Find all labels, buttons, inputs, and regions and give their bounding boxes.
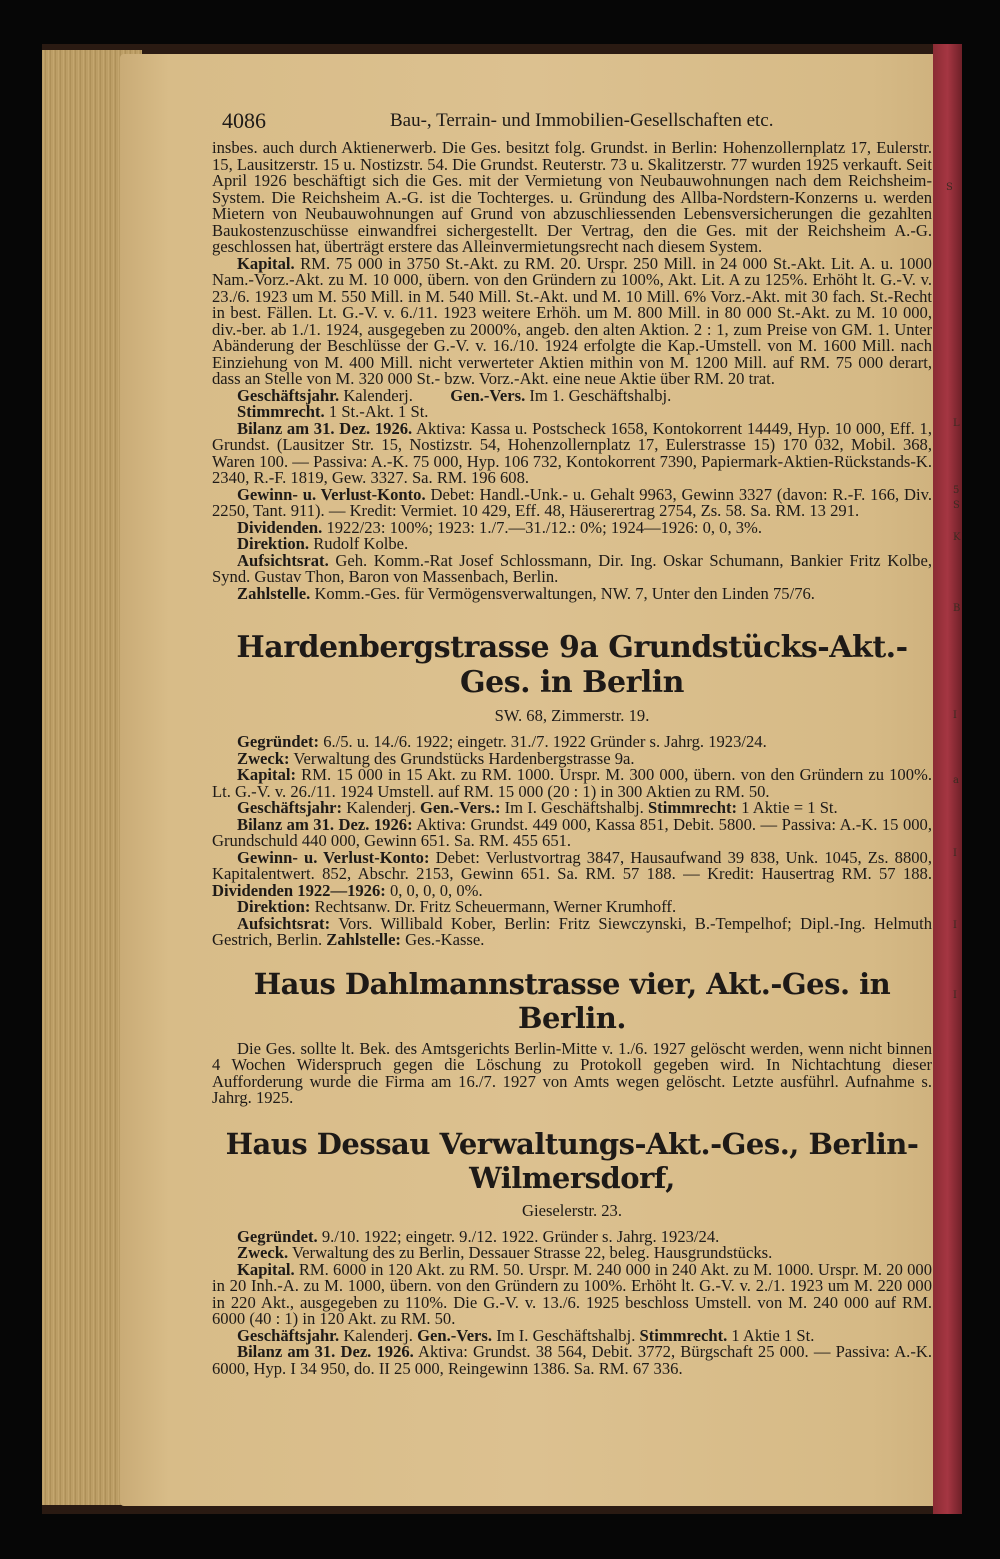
field-label: Zahlstelle: [326,930,401,949]
field-label: Zweck. [237,1243,289,1262]
bilanz-paragraph [212,814,932,850]
field-label: Bilanz am 31. Dez. 1926. [237,418,413,438]
entry-title: Hardenbergstrasse 9a Grundstücks-Akt.-Ges. in Berlin [236,630,908,700]
field-value: Kalenderj. [343,1325,413,1345]
field-label: Geschäftsjahr: [237,798,343,817]
entry-dahlmannstrasse [212,967,932,1107]
gutter-letter: I [953,710,957,721]
entry-title: Haus Dessau Verwaltungs-Akt.-Ges., Berlin-Wilmersdorf, [225,1126,919,1195]
field-label: Gen.-Vers. [450,385,526,405]
field-value: RM. 6000 in 120 Akt. zu RM. 50. Urspr. M. 240 000 in 240 Akt. zu M. 1000. Urspr. M. 20 000 in 20 Inh.-A. zu M. 1000, übern. von den Gründern zu 100%. Erhöht lt. G.-V. v. 2./1. 1923 um M. 220 000 in 220 Akt., ausgegeben zu 110%. Die G.-V. v. 13./6. 1925 beschloss Umstell. von M. 240 000 auf RM. 6000 (40 : 1) in 120 Akt. zu RM. 50. [212,1259,932,1328]
aufsichtsrat-paragraph [212,913,933,949]
gutter-letter: S [953,500,960,511]
field-value: Komm.-Ges. für Vermögensverwaltungen, NW. 7, Unter den Linden 75/76. [314,583,815,603]
gutter-letter: B [953,603,961,614]
field-label: Gewinn- u. Verlust-Konto. [237,484,426,504]
entry-address: SW. 68, Zimmerstr. 19. [494,706,650,725]
field-value: Geh. Komm.-Rat Josef Schlossmann, Dir. Ing. Oskar Schumann, Bankier Fritz Kolbe, Synd. Gustav Thon, Baron von Massenbach, Berlin. [212,550,932,586]
field-label: Dividenden 1922—1926: [212,880,386,900]
gutter-letter: S [946,182,953,193]
field-label: Gewinn- u. Verlust-Konto: [237,847,430,867]
field-label: Stimmrecht. [639,1325,728,1345]
field-label: Kapital. [237,253,295,273]
running-header [212,100,932,140]
field-label: Gen.-Vers. [417,1325,493,1345]
field-label: Dividenden. [237,517,323,537]
running-title: Bau-, Terrain- und Immobilien-Gesellschaften etc. [390,110,774,131]
field-value: Verwaltung des zu Berlin, Dessauer Strasse 22, beleg. Hausgrundstücks. [292,1243,773,1262]
field-label: Kapital: [237,765,297,784]
field-value: Aktiva: Grundst. 38 564, Debit. 3772, Bürgschaft 25 000. — Passiva: A.-K. 6000, Hyp. I 34 950, do. II 25 000, Reingewinn 1386. Sa. RM. 67 336. [212,1342,932,1378]
field-value: Verwaltung des Grundstücks Hardenbergstrasse 9a. [293,748,635,768]
gutter-letter: I [953,848,957,859]
zahlstelle-paragraph [212,583,932,603]
gutter-letter: L [953,418,960,429]
field-value: Kalenderj. [343,385,413,405]
field-label: Kapital. [237,1259,295,1279]
field-label: Geschäftsjahr. [237,1325,340,1345]
entry-title: Haus Dahlmannstrasse vier, Akt.-Ges. in Berlin. [253,966,891,1035]
page-content [212,100,932,1377]
field-value: Rudolf Kolbe. [313,534,409,553]
gutter-letter: I [953,990,957,1001]
field-label: Aufsichtsrat. [237,550,329,570]
field-value: 1 St.-Akt. 1 St. [328,402,429,421]
field-label: Zweck: [237,748,290,768]
field-label: Gegründet: [237,732,320,751]
field-value: Im 1. Geschäftshalbj. [529,385,672,405]
field-value: 9./10. 1922; eingetr. 9./12. 1922. Gründer s. Jahrg. 1923/24. [321,1226,720,1246]
entry-haus-dessau [212,1127,932,1378]
kapital-paragraph [212,1259,932,1328]
field-label: Bilanz am 31. Dez. 1926: [237,814,413,834]
field-value: Debet: Handl.-Unk.- u. Gehalt 9963, Gewinn 3327 (davon: R.-F. 166, Div. 2250, Tant. 911). — Kredit: Vermiet. 10 429, Eff. 48, Häuserertrag 2754, Zs. 58. Sa. RM. 13 291. [212,484,932,520]
guv-paragraph [212,484,932,520]
entry-body: Die Ges. sollte lt. Bek. des Amtsgerichts Berlin-Mitte v. 1./6. 1927 gelöscht werden, wenn nicht binnen 4 Wochen Widerspruch gegen die Löschung zu Protokoll gegeben wird. In Nichtachtung dieser Aufforderung wurde die Firma am 16./7. 1927 von Amts wegen gelöscht. Letzte ausführl. Aufnahme s. Jahrg. 1925. [212,1038,932,1107]
field-value: Vors. Willibald Kober, Berlin: Fritz Siewczynski, B.-Tempelhof; Dipl.-Ing. Helmuth Gestrich, Berlin. [212,913,933,949]
field-value: RM. 15 000 in 15 Akt. zu RM. 1000. Urspr. M. 300 000, übern. von den Gründern zu 100%. Lt. G.-V. v. 26./11. 1924 Umstell. auf RM. 15 000 (20 : 1) in 300 Aktien zu RM. 50. [212,765,932,801]
field-value: 0, 0, 0, 0, 0%. [389,880,483,900]
field-label: Zahlstelle. [237,583,311,603]
field-value: Ges.-Kasse. [405,930,485,949]
field-label: Gegründet. [237,1226,318,1246]
field-value: 1 Aktie 1 St. [731,1325,815,1345]
entry-address: Gieselerstr. 23. [522,1200,622,1220]
field-label: Geschäftsjahr. [237,385,340,405]
field-value: Debet: Verlustvortrag 3847, Hausaufwand 39 838, Unk. 1045, Zs. 8800, Kapitalentwert. 852, Abschr. 2153, Gewinn 651. Sa. RM. 57 188. — Kredit: Hausertrag RM. 57 188. [212,847,933,883]
field-value: Aktiva: Grundst. 449 000, Kassa 851, Debit. 5800. — Passiva: A.-K. 15 000, Grundschuld 440 000, Gewinn 651. Sa. RM. 455 651. [212,814,932,850]
intro-entry [212,140,932,602]
field-label: Bilanz am 31. Dez. 1926. [237,1342,414,1361]
field-label: Stimmrecht: [647,798,738,817]
entry-hardenbergstrasse [212,630,932,949]
guv-paragraph [212,847,933,900]
field-label: Aufsichtsrat: [237,913,331,933]
intro-body: insbes. auch durch Aktienerwerb. Die Ges. besitzt folg. Grundst. in Berlin: Hohenzollernplatz 17, Eulerstr. 15, Lausitzerstr. 15 u. Nostizstr. 54. Die Grundst. Reuterstr. 73 u. Skalitzerstr. 77 wurden 1925 verkauft. Seit April 1926 beschäftigt sich die Ges. mit der Vermietung von Neubauwohnungen nach dem Reichsheim-System. Die Reichsheim A.-G. ist die Tochterges. u. Gründung des Allba-Nordstern-Konzerns u. werden Mietern von Neubauwohnungen auf Grund von abzuschliessenden Lebensversicherungen die gezahlten Baukostenzuschüsse einwandfrei sichergestellt. Der Vertrag, den die Ges. mit der Reichsheim A.-G. geschlossen hat, überträgt erstere das Alleinvermietungsrecht nach diesem System. [212,138,932,256]
gutter-letter: 5 [953,485,960,496]
aufsichtsrat-paragraph [212,550,932,586]
field-label: Gen.-Vers.: [419,798,501,817]
field-value: Rechtsanw. Dr. Fritz Scheuermann, Werner Krumhoff. [314,897,677,916]
gutter-letter: I [953,920,957,931]
field-value: Aktiva: Kassa u. Postscheck 1658, Kontokorrent 14449, Hyp. 10 000, Eff. 1, Grundst. (Lausitzer Str. 15, Nostizstr. 54, Hohenzollernplatz 17, Eulerstrasse 15) 170 032, Mobil. 368, Waren 100. — Passiva: A.-K. 75 000, Hyp. 106 732, Kontokorrent 7390, Papiermark-Aktien-Rückstands-K. 2340, R.-F. 1819, Gew. 3327. Sa. RM. 196 608. [212,418,932,487]
field-value: 1922/23: 100%; 1923: 1./7.—31./12.: 0%; 1924—1926: 0, 0, 3%. [326,517,763,537]
bilanz-paragraph [212,1344,932,1377]
field-value: Kalenderj. [346,798,416,817]
field-label: Stimmrecht. [237,402,325,421]
field-label: Direktion. [237,534,310,553]
field-label: Direktion: [237,897,311,916]
kapital-paragraph [212,253,932,388]
kapital-paragraph [212,767,932,800]
gutter-letter: K [953,532,961,543]
gutter-letter: a [953,775,959,786]
field-value: Im I. Geschäftshalbj. [504,798,644,817]
field-value: 6./5. u. 14./6. 1922; eingetr. 31./7. 1922 Gründer s. Jahrg. 1923/24. [323,732,767,751]
bilanz-paragraph [212,418,932,487]
field-value: RM. 75 000 in 3750 St.-Akt. zu RM. 20. Urspr. 250 Mill. in 24 000 St.-Akt. Lit. A. u. 1000 Nam.-Vorz.-Akt. zu M. 10 000, übern. von den Gründern zu 100%, Akt. Lit. A zu 125%. Erhöht lt. G.-V. v. 23./6. 1923 um M. 550 Mill. in M. 540 Mill. St.-Akt. und M. 10 Mill. 6% Vorz.-Akt. mit 30 fach. St.-Recht in best. Fällen. Lt. G.-V. v. 6./11. 1923 weitere Erhöh. um M. 800 Mill. in 80 000 St.-Akt. zu M. 10 000, div.-ber. ab 1./1. 1924, ausgegeben zu 2000%, angeb. den alten Aktion. 2 : 1, zum Preise von GM. 1. Unter Abänderung der Beschlüsse der G.-V. v. 16./10. 1924 erfolgte die Kap.-Umstell. von M. 1600 Mill. nach Einziehung von M. 400 Mill. nicht verwerteter Aktien mithin von M. 1200 Mill. auf RM. 75 000 derart, dass an Stelle von M. 320 000 St.- bzw. Vorz.-Akt. eine neue Aktie über RM. 20 trat. [212,253,932,388]
field-value: Im I. Geschäftshalbj. [496,1325,636,1345]
field-value: 1 Aktie = 1 St. [741,798,838,817]
page-number: 4086 [222,108,266,133]
